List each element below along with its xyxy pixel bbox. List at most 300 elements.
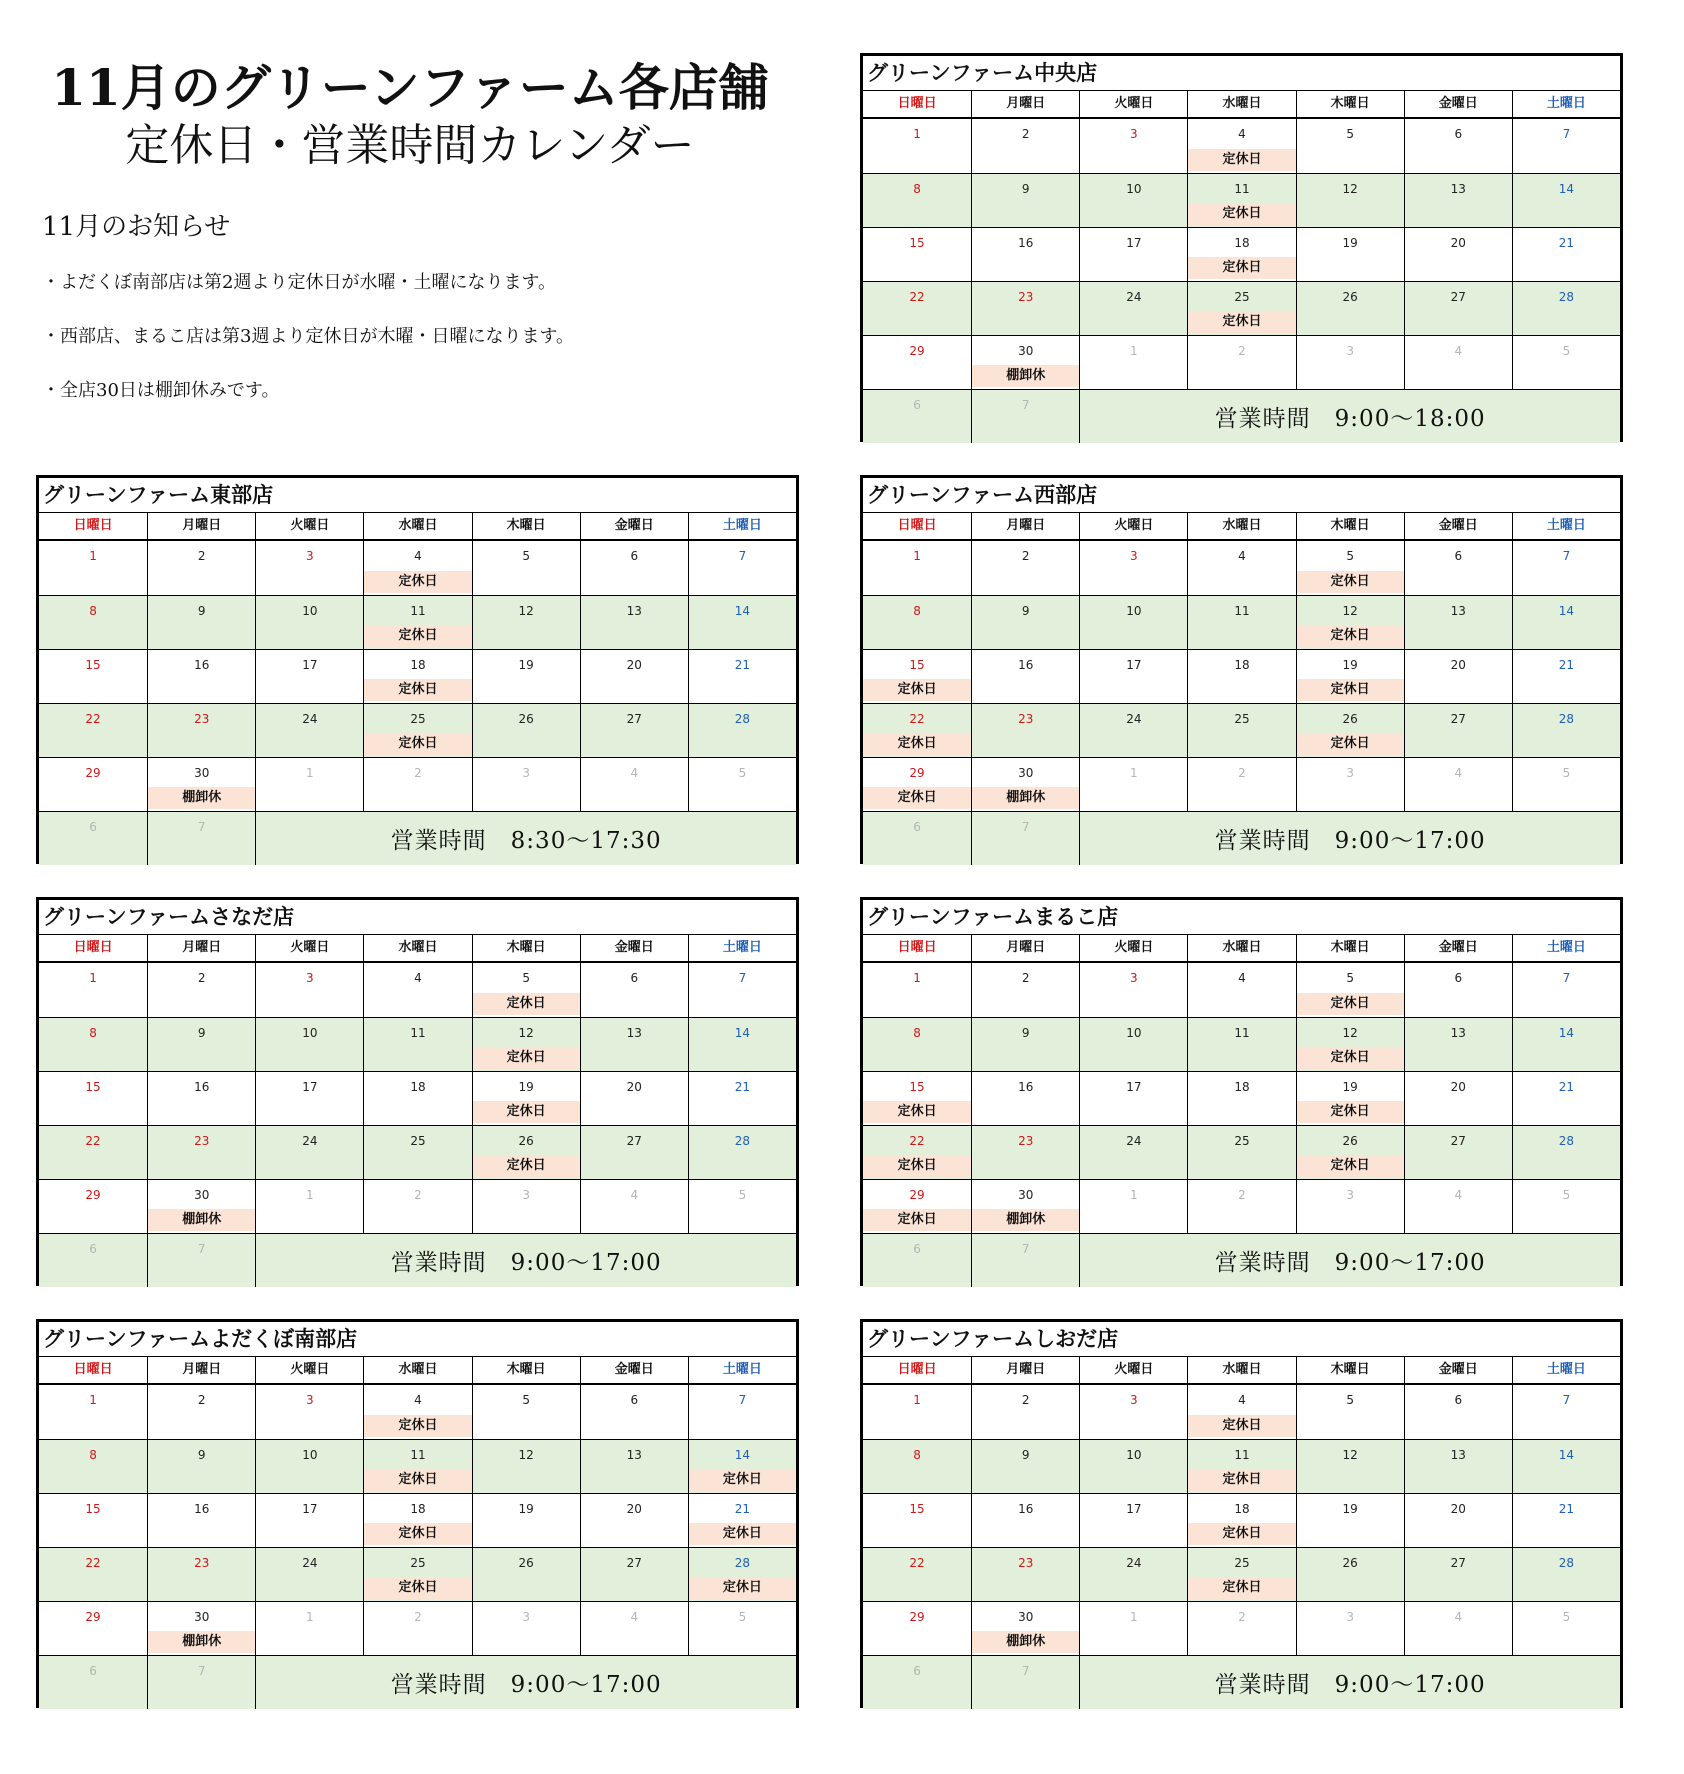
day-number: 20 — [1450, 1080, 1466, 1094]
day-number: 14 — [734, 1026, 751, 1040]
closed-day-tag: 定休日 — [1188, 257, 1295, 279]
day-number: 8 — [913, 1026, 921, 1040]
day-cell — [363, 963, 471, 1017]
weekday-label: 木曜日 — [472, 513, 580, 539]
day-number: 19 — [518, 1502, 534, 1516]
day-number: 20 — [1450, 658, 1466, 672]
day-number: 26 — [518, 712, 534, 726]
day-number: 1 — [306, 766, 314, 780]
day-cell — [1512, 1125, 1620, 1179]
title-line2: 定休日・営業時間カレンダー — [125, 120, 695, 171]
day-number: 11 — [410, 1026, 426, 1040]
day-cell — [472, 1125, 580, 1179]
day-cell — [363, 1125, 471, 1179]
day-number: 7 — [1021, 820, 1030, 834]
day-cell — [1079, 281, 1187, 335]
day-cell — [363, 595, 471, 649]
day-cell — [39, 649, 147, 703]
day-cell — [255, 1017, 363, 1071]
day-cell — [580, 703, 688, 757]
day-cell — [1404, 595, 1512, 649]
day-number: 14 — [1558, 1026, 1575, 1040]
day-number: 20 — [1450, 236, 1466, 250]
day-number: 6 — [630, 1393, 639, 1407]
weekday-label: 火曜日 — [255, 1357, 363, 1383]
day-cell — [39, 1125, 147, 1179]
day-number: 14 — [734, 604, 751, 618]
day-cell — [863, 1125, 971, 1179]
day-cell — [580, 541, 688, 595]
day-cell — [1187, 963, 1295, 1017]
day-cell — [1079, 757, 1187, 811]
day-number: 4 — [1238, 1393, 1246, 1407]
day-cell — [580, 595, 688, 649]
day-number: 3 — [1346, 766, 1354, 780]
closed-day-tag: 定休日 — [1297, 1047, 1404, 1069]
day-number: 16 — [194, 1502, 210, 1516]
day-number: 28 — [1558, 290, 1575, 304]
day-cell — [1512, 335, 1620, 389]
day-cell — [1404, 649, 1512, 703]
weekday-label: 土曜日 — [1512, 1357, 1620, 1383]
day-number: 7 — [197, 820, 206, 834]
day-number: 3 — [1130, 1393, 1138, 1407]
day-cell — [255, 1601, 363, 1655]
closed-day-tag: 定休日 — [1297, 733, 1404, 755]
day-cell — [971, 1071, 1079, 1125]
day-number: 3 — [522, 766, 530, 780]
day-cell — [1079, 1547, 1187, 1601]
day-cell — [1079, 1125, 1187, 1179]
day-cell — [1404, 1017, 1512, 1071]
business-hours: 営業時間 9:00～17:00 — [1079, 1655, 1620, 1709]
day-number: 3 — [306, 549, 314, 563]
day-cell — [688, 1493, 796, 1547]
day-number: 8 — [89, 604, 97, 618]
day-number: 6 — [913, 398, 921, 412]
day-number: 29 — [909, 1610, 925, 1624]
weekday-label: 日曜日 — [897, 96, 937, 111]
day-cell — [580, 1179, 688, 1233]
day-cell — [1079, 119, 1187, 173]
day-cell — [255, 1071, 363, 1125]
day-number: 10 — [302, 1026, 318, 1040]
day-cell — [580, 1017, 688, 1071]
day-number: 3 — [1130, 127, 1138, 141]
day-cell — [1296, 1439, 1404, 1493]
day-number: 9 — [197, 1448, 206, 1462]
day-cell — [863, 1493, 971, 1547]
day-cell — [363, 1493, 471, 1547]
day-number: 4 — [414, 971, 422, 985]
day-number: 20 — [626, 1502, 642, 1516]
day-cell — [1296, 1179, 1404, 1233]
day-number: 2 — [414, 766, 422, 780]
closed-day-tag: 定休日 — [364, 625, 471, 647]
day-cell — [971, 963, 1079, 1017]
day-cell — [39, 595, 147, 649]
day-cell — [1079, 963, 1187, 1017]
day-number: 23 — [1018, 1556, 1034, 1570]
day-cell — [1187, 1125, 1295, 1179]
weekday-label: 日曜日 — [897, 518, 937, 533]
day-number: 9 — [1021, 182, 1030, 196]
weekday-label: 火曜日 — [1079, 513, 1187, 539]
day-number: 26 — [1342, 712, 1358, 726]
day-number: 16 — [194, 1080, 210, 1094]
day-cell — [1296, 1493, 1404, 1547]
closed-day-tag: 定休日 — [1188, 1469, 1295, 1491]
day-number: 13 — [626, 1026, 642, 1040]
store-name: グリーンファームまるこ店 — [863, 900, 1620, 935]
day-number: 25 — [410, 1556, 426, 1570]
weekday-label: 土曜日 — [688, 513, 796, 539]
day-cell — [1296, 119, 1404, 173]
day-cell — [147, 541, 255, 595]
weekday-header — [863, 513, 1620, 541]
closed-day-tag: 定休日 — [1188, 1523, 1295, 1545]
day-cell — [1404, 1179, 1512, 1233]
weekday-label: 火曜日 — [255, 513, 363, 539]
day-cell — [147, 1071, 255, 1125]
day-cell — [971, 595, 1079, 649]
day-number: 5 — [522, 1393, 530, 1407]
weekday-label: 金曜日 — [1404, 1357, 1512, 1383]
day-number: 28 — [1558, 1556, 1575, 1570]
day-cell — [580, 649, 688, 703]
day-cell — [1079, 703, 1187, 757]
day-cell — [1404, 1493, 1512, 1547]
day-cell — [472, 1017, 580, 1071]
day-cell — [1079, 335, 1187, 389]
day-cell — [1512, 173, 1620, 227]
day-number: 4 — [414, 1393, 422, 1407]
day-number: 4 — [1454, 1610, 1463, 1624]
weekday-label: 水曜日 — [363, 935, 471, 961]
day-number: 7 — [1021, 398, 1030, 412]
closed-day-tag: 定休日 — [689, 1523, 796, 1545]
day-cell — [147, 1547, 255, 1601]
day-cell — [1296, 595, 1404, 649]
day-number: 6 — [89, 820, 97, 834]
closed-day-tag: 定休日 — [1297, 625, 1404, 647]
day-cell — [1404, 703, 1512, 757]
day-cell — [1296, 227, 1404, 281]
day-cell — [147, 1655, 255, 1709]
day-number: 15 — [85, 1502, 101, 1516]
day-number: 1 — [913, 549, 921, 563]
day-number: 18 — [1234, 236, 1250, 250]
day-cell — [1404, 1385, 1512, 1439]
day-number: 22 — [909, 1134, 925, 1148]
day-cell — [255, 1179, 363, 1233]
inventory-day-tag: 棚卸休 — [972, 1631, 1079, 1653]
day-cell — [1296, 757, 1404, 811]
day-number: 15 — [909, 1502, 925, 1516]
day-number: 18 — [1234, 1080, 1250, 1094]
day-cell — [1512, 1385, 1620, 1439]
title-line1: 11月のグリーンファーム各店舗 — [51, 58, 769, 117]
notice-item-3: ・全店30日は棚卸休みです。 — [42, 380, 280, 401]
day-number: 26 — [1342, 290, 1358, 304]
closed-day-tag: 定休日 — [364, 1415, 471, 1437]
day-cell — [472, 1439, 580, 1493]
day-cell — [863, 1601, 971, 1655]
day-number: 21 — [734, 658, 751, 672]
weekday-label: 水曜日 — [1187, 1357, 1295, 1383]
weekday-header — [863, 935, 1620, 963]
day-number: 1 — [89, 971, 97, 985]
day-number: 19 — [1342, 236, 1358, 250]
day-cell — [39, 1233, 147, 1287]
day-cell — [1512, 1071, 1620, 1125]
day-cell — [1404, 119, 1512, 173]
day-cell — [1512, 1547, 1620, 1601]
day-number: 4 — [630, 1610, 639, 1624]
closed-day-tag: 定休日 — [863, 787, 971, 809]
day-number: 4 — [630, 1188, 639, 1202]
day-number: 3 — [306, 971, 314, 985]
day-number: 11 — [1234, 182, 1250, 196]
day-number: 30 — [1018, 766, 1034, 780]
day-number: 28 — [1558, 712, 1575, 726]
day-number: 4 — [414, 549, 422, 563]
day-number: 28 — [734, 712, 751, 726]
day-number: 24 — [302, 1134, 318, 1148]
day-cell — [1512, 541, 1620, 595]
day-number: 25 — [1234, 1556, 1250, 1570]
store-calendar — [860, 53, 1623, 442]
day-cell — [39, 1655, 147, 1709]
day-cell — [580, 1125, 688, 1179]
weekday-label: 月曜日 — [971, 91, 1079, 117]
inventory-day-tag: 棚卸休 — [148, 1209, 255, 1231]
day-cell — [363, 1547, 471, 1601]
day-cell — [472, 1601, 580, 1655]
day-cell — [1512, 1439, 1620, 1493]
day-number: 30 — [1018, 1610, 1034, 1624]
day-cell — [1187, 1601, 1295, 1655]
day-number: 17 — [1126, 658, 1142, 672]
day-cell — [472, 649, 580, 703]
day-cell — [363, 1385, 471, 1439]
day-number: 12 — [1342, 1448, 1358, 1462]
day-number: 30 — [194, 766, 210, 780]
day-cell — [147, 963, 255, 1017]
day-number: 6 — [630, 549, 639, 563]
day-number: 6 — [630, 971, 639, 985]
day-cell — [971, 335, 1079, 389]
day-number: 22 — [909, 712, 925, 726]
day-cell — [1079, 1385, 1187, 1439]
weekday-label: 日曜日 — [897, 940, 937, 955]
day-number: 29 — [909, 1188, 925, 1202]
day-cell — [147, 1125, 255, 1179]
day-number: 1 — [1130, 344, 1138, 358]
day-number: 7 — [1562, 971, 1571, 985]
day-cell — [1404, 963, 1512, 1017]
day-cell — [863, 173, 971, 227]
notice-heading: 11月のお知らせ — [42, 212, 231, 242]
day-number: 15 — [85, 658, 101, 672]
day-cell — [1404, 173, 1512, 227]
day-cell — [1296, 335, 1404, 389]
day-number: 5 — [738, 1610, 747, 1624]
day-number: 8 — [913, 182, 921, 196]
day-cell — [971, 757, 1079, 811]
day-cell — [1187, 703, 1295, 757]
day-cell — [863, 963, 971, 1017]
day-cell — [971, 1439, 1079, 1493]
weekday-label: 木曜日 — [1296, 91, 1404, 117]
day-cell — [39, 703, 147, 757]
day-cell — [1079, 1017, 1187, 1071]
day-number: 7 — [738, 1393, 747, 1407]
closed-day-tag: 定休日 — [863, 1101, 971, 1123]
day-number: 8 — [89, 1448, 97, 1462]
day-number: 14 — [1558, 182, 1575, 196]
day-number: 2 — [414, 1188, 422, 1202]
day-cell — [147, 1017, 255, 1071]
inventory-day-tag: 棚卸休 — [972, 787, 1079, 809]
day-cell — [39, 963, 147, 1017]
day-number: 24 — [302, 1556, 318, 1570]
day-number: 1 — [913, 971, 921, 985]
store-calendar — [860, 475, 1623, 864]
closed-day-tag: 定休日 — [1297, 1101, 1404, 1123]
day-number: 21 — [1558, 658, 1575, 672]
day-cell — [1512, 1601, 1620, 1655]
day-cell — [363, 1017, 471, 1071]
day-cell — [255, 1547, 363, 1601]
day-number: 2 — [1021, 1393, 1030, 1407]
day-number: 22 — [85, 1556, 101, 1570]
closed-day-tag: 定休日 — [1297, 993, 1404, 1015]
day-number: 23 — [1018, 712, 1034, 726]
day-number: 20 — [626, 658, 642, 672]
day-cell — [1187, 757, 1295, 811]
day-cell — [472, 963, 580, 1017]
day-cell — [1404, 1601, 1512, 1655]
day-cell — [472, 1385, 580, 1439]
day-cell — [1187, 227, 1295, 281]
inventory-day-tag: 棚卸休 — [148, 787, 255, 809]
calendar-grid — [863, 541, 1620, 865]
day-cell — [1512, 1493, 1620, 1547]
day-number: 4 — [1454, 344, 1463, 358]
day-number: 5 — [1346, 971, 1354, 985]
day-cell — [39, 1601, 147, 1655]
closed-day-tag: 定休日 — [364, 733, 471, 755]
day-cell — [1296, 1017, 1404, 1071]
day-number: 7 — [738, 971, 747, 985]
weekday-header — [863, 1357, 1620, 1385]
day-cell — [1079, 1493, 1187, 1547]
day-number: 21 — [734, 1502, 751, 1516]
calendar-grid — [39, 1385, 796, 1709]
day-number: 27 — [1450, 712, 1466, 726]
day-number: 27 — [1450, 290, 1466, 304]
weekday-label: 土曜日 — [688, 1357, 796, 1383]
day-number: 3 — [1130, 971, 1138, 985]
day-cell — [1187, 1017, 1295, 1071]
day-number: 2 — [1238, 1610, 1246, 1624]
day-number: 11 — [1234, 1026, 1250, 1040]
store-calendar — [860, 1319, 1623, 1708]
day-cell — [1187, 1071, 1295, 1125]
day-cell — [1404, 1439, 1512, 1493]
day-cell — [363, 1601, 471, 1655]
day-number: 6 — [913, 1664, 921, 1678]
day-cell — [1296, 1125, 1404, 1179]
day-number: 26 — [1342, 1556, 1358, 1570]
day-cell — [863, 335, 971, 389]
day-number: 12 — [1342, 182, 1358, 196]
day-cell — [863, 1655, 971, 1709]
day-number: 27 — [1450, 1134, 1466, 1148]
day-number: 18 — [1234, 1502, 1250, 1516]
closed-day-tag: 定休日 — [863, 679, 971, 701]
weekday-label: 水曜日 — [1187, 91, 1295, 117]
day-cell — [863, 1071, 971, 1125]
day-cell — [1404, 227, 1512, 281]
day-cell — [1296, 281, 1404, 335]
weekday-label: 火曜日 — [1079, 935, 1187, 961]
closed-day-tag: 定休日 — [1297, 679, 1404, 701]
day-number: 24 — [302, 712, 318, 726]
day-cell — [971, 1233, 1079, 1287]
day-number: 29 — [85, 1188, 101, 1202]
day-cell — [147, 1385, 255, 1439]
day-cell — [1296, 541, 1404, 595]
day-number: 19 — [518, 658, 534, 672]
closed-day-tag: 定休日 — [473, 993, 580, 1015]
day-cell — [971, 173, 1079, 227]
notice-item-1: ・よだくぼ南部店は第2週より定休日が水曜・土曜になります。 — [42, 272, 557, 293]
business-hours: 営業時間 9:00～17:00 — [255, 1655, 796, 1709]
day-number: 23 — [194, 1556, 210, 1570]
day-cell — [255, 1493, 363, 1547]
day-cell — [39, 1385, 147, 1439]
day-number: 28 — [734, 1134, 751, 1148]
day-number: 2 — [1238, 1188, 1246, 1202]
day-number: 23 — [194, 1134, 210, 1148]
weekday-header — [39, 513, 796, 541]
day-number: 21 — [734, 1080, 751, 1094]
weekday-label: 水曜日 — [363, 513, 471, 539]
closed-day-tag: 定休日 — [689, 1469, 796, 1491]
day-number: 7 — [1562, 127, 1571, 141]
day-number: 8 — [913, 604, 921, 618]
day-number: 24 — [1126, 712, 1142, 726]
day-cell — [472, 541, 580, 595]
weekday-label: 木曜日 — [1296, 1357, 1404, 1383]
day-cell — [1187, 1385, 1295, 1439]
day-number: 4 — [1238, 127, 1246, 141]
day-cell — [1512, 119, 1620, 173]
weekday-label: 水曜日 — [1187, 513, 1295, 539]
closed-day-tag: 定休日 — [1188, 311, 1295, 333]
day-number: 28 — [1558, 1134, 1575, 1148]
day-number: 26 — [518, 1556, 534, 1570]
day-cell — [1187, 281, 1295, 335]
day-number: 15 — [909, 236, 925, 250]
day-number: 10 — [1126, 1026, 1142, 1040]
day-cell — [1404, 1547, 1512, 1601]
day-number: 6 — [1454, 127, 1463, 141]
day-number: 4 — [1454, 1188, 1463, 1202]
day-cell — [1404, 335, 1512, 389]
